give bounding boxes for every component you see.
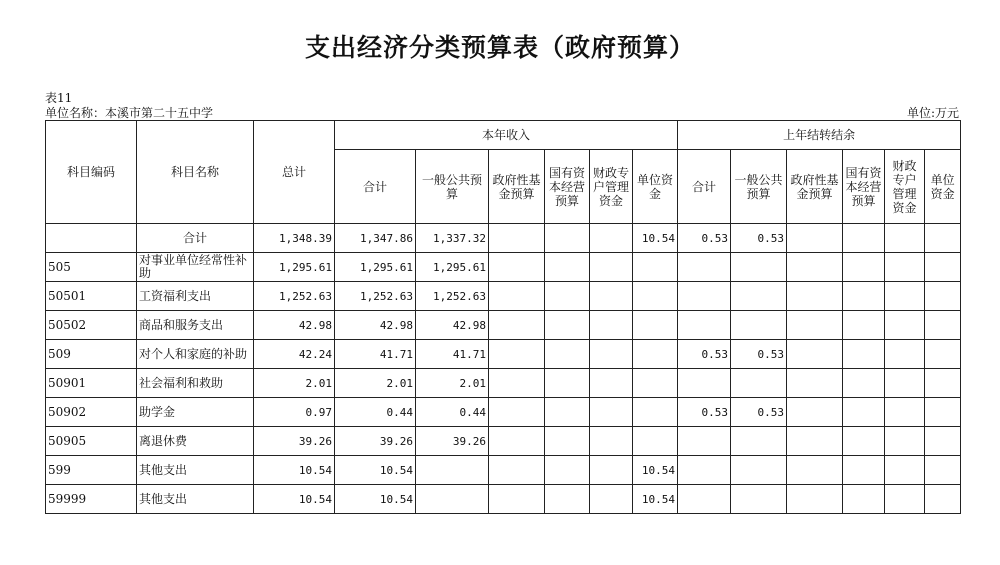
cell-value bbox=[843, 224, 885, 253]
cell-value bbox=[925, 485, 961, 514]
cell-value: 41.71 bbox=[416, 340, 489, 369]
cell-code: 509 bbox=[46, 340, 137, 369]
cell-value bbox=[545, 427, 590, 456]
cell-value: 0.44 bbox=[416, 398, 489, 427]
cell-value bbox=[489, 340, 545, 369]
cell-value bbox=[545, 311, 590, 340]
cell-value bbox=[545, 398, 590, 427]
cell-value bbox=[678, 282, 731, 311]
table-body bbox=[46, 224, 961, 514]
cell-name: 离退休费 bbox=[137, 427, 254, 456]
header-code: 科目编码 bbox=[46, 121, 137, 224]
header-sub-col: 财政专户管理资金 bbox=[885, 150, 925, 224]
cell-value bbox=[545, 224, 590, 253]
cell-code bbox=[46, 224, 137, 253]
cell-value bbox=[843, 282, 885, 311]
cell-value bbox=[925, 282, 961, 311]
table-row bbox=[46, 427, 961, 456]
cell-value bbox=[731, 456, 787, 485]
cell-value bbox=[731, 485, 787, 514]
cell-name: 社会福利和救助 bbox=[137, 369, 254, 398]
cell-value bbox=[787, 398, 843, 427]
currency-unit: 单位:万元 bbox=[906, 106, 959, 120]
cell-value: 39.26 bbox=[335, 427, 416, 456]
cell-name: 对事业单位经常性补助 bbox=[137, 253, 254, 282]
cell-value bbox=[489, 253, 545, 282]
cell-name: 对个人和家庭的补助 bbox=[137, 340, 254, 369]
cell-name: 助学金 bbox=[137, 398, 254, 427]
cell-value: 10.54 bbox=[633, 224, 678, 253]
cell-value bbox=[590, 282, 633, 311]
cell-value bbox=[633, 282, 678, 311]
cell-value bbox=[590, 427, 633, 456]
cell-value bbox=[678, 456, 731, 485]
cell-value bbox=[731, 427, 787, 456]
cell-value bbox=[590, 485, 633, 514]
expenditure-table bbox=[45, 120, 961, 514]
cell-value bbox=[843, 340, 885, 369]
cell-value bbox=[787, 224, 843, 253]
cell-value bbox=[590, 224, 633, 253]
cell-value bbox=[489, 456, 545, 485]
cell-value bbox=[925, 224, 961, 253]
cell-value bbox=[885, 485, 925, 514]
cell-value: 1,348.39 bbox=[254, 224, 335, 253]
cell-value bbox=[787, 340, 843, 369]
cell-value bbox=[731, 282, 787, 311]
cell-value bbox=[885, 224, 925, 253]
cell-value bbox=[925, 253, 961, 282]
cell-value bbox=[787, 485, 843, 514]
cell-name: 合计 bbox=[137, 224, 254, 253]
cell-value bbox=[925, 340, 961, 369]
cell-value: 42.98 bbox=[335, 311, 416, 340]
cell-name: 工资福利支出 bbox=[137, 282, 254, 311]
header-sub-col: 合计 bbox=[678, 150, 731, 224]
cell-value bbox=[545, 485, 590, 514]
cell-value: 1,252.63 bbox=[254, 282, 335, 311]
cell-value: 39.26 bbox=[416, 427, 489, 456]
cell-value bbox=[590, 369, 633, 398]
cell-value bbox=[885, 311, 925, 340]
cell-value bbox=[590, 340, 633, 369]
cell-value bbox=[885, 369, 925, 398]
cell-value bbox=[843, 369, 885, 398]
table-number: 表11 bbox=[45, 91, 73, 105]
table-row bbox=[46, 311, 961, 340]
cell-value bbox=[590, 398, 633, 427]
cell-value bbox=[633, 427, 678, 456]
cell-code: 50902 bbox=[46, 398, 137, 427]
cell-value bbox=[489, 485, 545, 514]
unit-name: 单位名称：本溪市第二十五中学 bbox=[45, 106, 214, 120]
cell-value: 1,337.32 bbox=[416, 224, 489, 253]
table-row bbox=[46, 282, 961, 311]
cell-value bbox=[633, 253, 678, 282]
cell-value bbox=[787, 427, 843, 456]
cell-value bbox=[843, 253, 885, 282]
cell-value bbox=[787, 369, 843, 398]
cell-value bbox=[633, 340, 678, 369]
header-sub-col: 政府性基金预算 bbox=[489, 150, 545, 224]
header-sub-col: 国有资本经营预算 bbox=[843, 150, 885, 224]
cell-value: 10.54 bbox=[633, 456, 678, 485]
cell-value bbox=[885, 253, 925, 282]
table-row bbox=[46, 485, 961, 514]
cell-value bbox=[633, 369, 678, 398]
cell-value bbox=[489, 282, 545, 311]
cell-value bbox=[731, 369, 787, 398]
cell-value: 0.53 bbox=[678, 340, 731, 369]
cell-code: 50901 bbox=[46, 369, 137, 398]
cell-value bbox=[787, 282, 843, 311]
cell-value: 1,252.63 bbox=[335, 282, 416, 311]
cell-code: 59999 bbox=[46, 485, 137, 514]
cell-value: 0.97 bbox=[254, 398, 335, 427]
cell-value: 0.53 bbox=[731, 398, 787, 427]
header-sub-col: 政府性基金预算 bbox=[787, 150, 843, 224]
cell-value: 2.01 bbox=[416, 369, 489, 398]
header-sub-col: 单位资金 bbox=[633, 150, 678, 224]
table-row bbox=[46, 398, 961, 427]
cell-value bbox=[843, 485, 885, 514]
cell-value bbox=[678, 485, 731, 514]
cell-value bbox=[545, 369, 590, 398]
cell-value: 10.54 bbox=[633, 485, 678, 514]
cell-value: 42.98 bbox=[416, 311, 489, 340]
cell-value: 0.53 bbox=[678, 398, 731, 427]
cell-value bbox=[843, 311, 885, 340]
table-row bbox=[46, 253, 961, 282]
cell-value: 0.44 bbox=[335, 398, 416, 427]
cell-value bbox=[416, 485, 489, 514]
cell-value: 41.71 bbox=[335, 340, 416, 369]
cell-value bbox=[787, 311, 843, 340]
cell-value: 0.53 bbox=[731, 340, 787, 369]
cell-value bbox=[678, 311, 731, 340]
table-row bbox=[46, 224, 961, 253]
cell-value: 2.01 bbox=[335, 369, 416, 398]
cell-value bbox=[885, 282, 925, 311]
cell-value bbox=[489, 311, 545, 340]
cell-value bbox=[731, 311, 787, 340]
cell-value bbox=[590, 456, 633, 485]
cell-value bbox=[885, 456, 925, 485]
cell-value: 1,347.86 bbox=[335, 224, 416, 253]
cell-value bbox=[489, 427, 545, 456]
cell-value bbox=[925, 398, 961, 427]
cell-value bbox=[925, 311, 961, 340]
cell-value bbox=[678, 369, 731, 398]
header-sub-col: 一般公共预算 bbox=[416, 150, 489, 224]
header-sub-col: 一般公共预算 bbox=[731, 150, 787, 224]
cell-value bbox=[678, 253, 731, 282]
cell-value bbox=[545, 282, 590, 311]
table-row bbox=[46, 340, 961, 369]
cell-value: 10.54 bbox=[335, 456, 416, 485]
cell-value bbox=[885, 340, 925, 369]
cell-value bbox=[489, 369, 545, 398]
header-current-year-income: 本年收入 bbox=[335, 121, 678, 150]
table-row bbox=[46, 369, 961, 398]
cell-code: 599 bbox=[46, 456, 137, 485]
cell-value: 42.24 bbox=[254, 340, 335, 369]
cell-value: 10.54 bbox=[254, 456, 335, 485]
cell-value bbox=[633, 398, 678, 427]
cell-value bbox=[678, 427, 731, 456]
cell-name: 其他支出 bbox=[137, 456, 254, 485]
cell-value bbox=[843, 456, 885, 485]
cell-code: 50502 bbox=[46, 311, 137, 340]
cell-value: 39.26 bbox=[254, 427, 335, 456]
cell-value bbox=[925, 456, 961, 485]
cell-value: 0.53 bbox=[731, 224, 787, 253]
cell-value bbox=[925, 369, 961, 398]
cell-name: 商品和服务支出 bbox=[137, 311, 254, 340]
cell-value bbox=[633, 311, 678, 340]
cell-value: 10.54 bbox=[254, 485, 335, 514]
cell-value bbox=[885, 398, 925, 427]
cell-value bbox=[925, 427, 961, 456]
cell-value: 1,295.61 bbox=[416, 253, 489, 282]
page-title: 支出经济分类预算表（政府预算） bbox=[304, 33, 695, 62]
cell-value bbox=[590, 311, 633, 340]
cell-value bbox=[489, 398, 545, 427]
cell-value: 1,295.61 bbox=[254, 253, 335, 282]
cell-value: 42.98 bbox=[254, 311, 335, 340]
header-sub-col: 财政专户管理资金 bbox=[590, 150, 633, 224]
cell-value bbox=[416, 456, 489, 485]
cell-code: 50905 bbox=[46, 427, 137, 456]
header-sub-col: 国有资本经营预算 bbox=[545, 150, 590, 224]
header-total: 总计 bbox=[254, 121, 335, 224]
cell-value: 2.01 bbox=[254, 369, 335, 398]
cell-value bbox=[787, 456, 843, 485]
header-sub-col: 单位资金 bbox=[925, 150, 961, 224]
cell-value bbox=[489, 224, 545, 253]
cell-value bbox=[590, 253, 633, 282]
cell-code: 505 bbox=[46, 253, 137, 282]
header-name: 科目名称 bbox=[137, 121, 254, 224]
cell-value bbox=[885, 427, 925, 456]
cell-value: 0.53 bbox=[678, 224, 731, 253]
cell-value bbox=[545, 456, 590, 485]
cell-name: 其他支出 bbox=[137, 485, 254, 514]
cell-code: 50501 bbox=[46, 282, 137, 311]
cell-value: 1,295.61 bbox=[335, 253, 416, 282]
cell-value: 10.54 bbox=[335, 485, 416, 514]
cell-value bbox=[843, 427, 885, 456]
cell-value bbox=[545, 340, 590, 369]
header-sub-col: 合计 bbox=[335, 150, 416, 224]
cell-value bbox=[843, 398, 885, 427]
cell-value bbox=[731, 253, 787, 282]
cell-value bbox=[545, 253, 590, 282]
cell-value: 1,252.63 bbox=[416, 282, 489, 311]
cell-value bbox=[787, 253, 843, 282]
header-prior-year-carryover: 上年结转结余 bbox=[678, 121, 961, 150]
table-row bbox=[46, 456, 961, 485]
